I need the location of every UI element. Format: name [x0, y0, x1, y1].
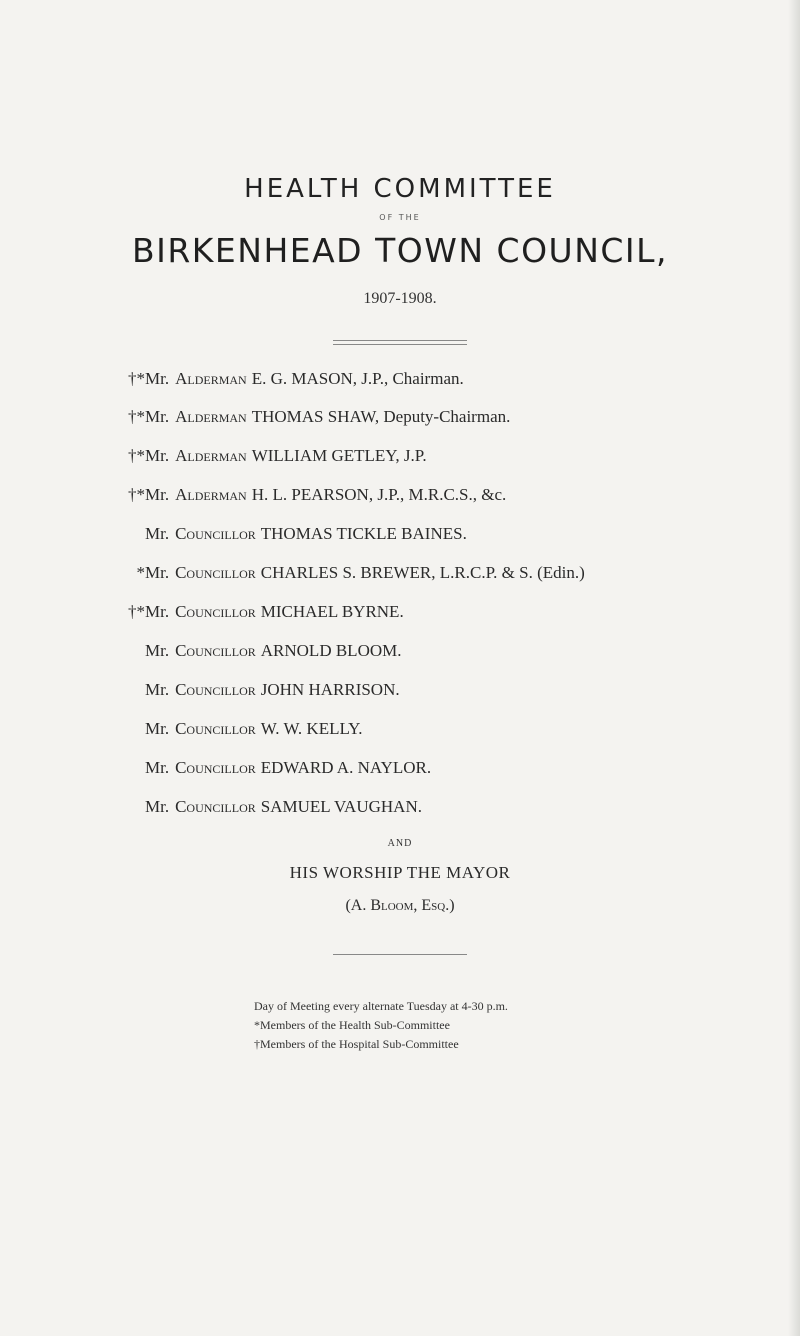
- member-office: Councillor: [175, 641, 256, 660]
- member-salutation: Mr.: [145, 446, 170, 465]
- member-salutation: Mr.: [145, 797, 170, 816]
- member-office: Councillor: [175, 602, 256, 621]
- member-row: [115, 446, 785, 466]
- member-salutation: Mr.: [145, 407, 170, 426]
- mayor-title: HIS WORSHIP THE MAYOR: [289, 863, 511, 882]
- health-subcommittee-note: *Members of the Health Sub-Committee: [254, 1018, 450, 1032]
- member-office: Councillor: [175, 563, 256, 582]
- mayor-name: (A. Bloom, Esq.): [345, 897, 455, 914]
- member-office: Alderman: [175, 485, 247, 504]
- member-name: THOMAS TICKLE BAINES.: [260, 524, 467, 543]
- member-mark: *: [136, 563, 145, 582]
- footer-divider: [333, 954, 467, 955]
- member-salutation: Mr.: [145, 369, 170, 388]
- member-name: E. G. MASON, J.P., Chairman.: [251, 369, 464, 388]
- committee-title: HEALTH COMMITTEE: [244, 174, 556, 204]
- member-row: [115, 641, 785, 661]
- header-divider: [333, 340, 467, 341]
- member-office: Councillor: [175, 524, 256, 543]
- member-office: Councillor: [175, 680, 256, 699]
- member-salutation: Mr.: [145, 719, 170, 738]
- member-row: [115, 719, 785, 739]
- member-name: THOMAS SHAW, Deputy-Chairman.: [251, 407, 511, 426]
- header-divider-second: [333, 344, 467, 345]
- member-name: SAMUEL VAUGHAN.: [260, 797, 422, 816]
- member-mark: †*: [128, 446, 145, 465]
- member-salutation: Mr.: [145, 563, 170, 582]
- council-name: BIRKENHEAD TOWN COUNCIL,: [131, 231, 669, 270]
- member-salutation: Mr.: [145, 485, 170, 504]
- meeting-note: Day of Meeting every alternate Tuesday at 4-30 p.m.: [254, 999, 508, 1013]
- member-row: [115, 407, 785, 427]
- member-office: Councillor: [175, 797, 256, 816]
- member-name: JOHN HARRISON.: [260, 680, 400, 699]
- member-name: H. L. PEARSON, J.P., M.R.C.S., &c.: [251, 485, 507, 504]
- member-row: [115, 680, 785, 700]
- member-name: W. W. KELLY.: [260, 719, 363, 738]
- member-salutation: Mr.: [145, 680, 170, 699]
- member-office: Alderman: [175, 446, 247, 465]
- member-name: ARNOLD BLOOM.: [260, 641, 402, 660]
- member-salutation: Mr.: [145, 602, 170, 621]
- member-row: [115, 485, 785, 505]
- member-salutation: Mr.: [145, 524, 170, 543]
- member-office: Alderman: [175, 369, 247, 388]
- and-label: AND: [387, 838, 413, 849]
- member-row: [115, 797, 785, 817]
- years-label: 1907-1908.: [363, 290, 437, 307]
- member-row: [115, 524, 785, 544]
- member-mark: †*: [128, 485, 145, 504]
- member-name: CHARLES S. BREWER, L.R.C.P. & S. (Edin.): [260, 563, 585, 582]
- member-mark: †*: [128, 369, 145, 388]
- hospital-subcommittee-note: †Members of the Hospital Sub-Committee: [254, 1037, 459, 1051]
- member-salutation: Mr.: [145, 758, 170, 777]
- member-name: MICHAEL BYRNE.: [260, 602, 404, 621]
- member-mark: †*: [128, 602, 145, 621]
- member-salutation: Mr.: [145, 641, 170, 660]
- member-name: EDWARD A. NAYLOR.: [260, 758, 432, 777]
- member-office: Councillor: [175, 758, 256, 777]
- member-mark: †*: [128, 407, 145, 426]
- member-row: [115, 602, 785, 622]
- member-office: Alderman: [175, 407, 247, 426]
- member-office: Councillor: [175, 719, 256, 738]
- footnotes: [254, 997, 674, 1054]
- member-name: WILLIAM GETLEY, J.P.: [251, 446, 427, 465]
- of-the-label: OF THE: [379, 213, 421, 222]
- member-row: [115, 369, 785, 389]
- member-row: [115, 563, 785, 583]
- member-row: [115, 758, 785, 778]
